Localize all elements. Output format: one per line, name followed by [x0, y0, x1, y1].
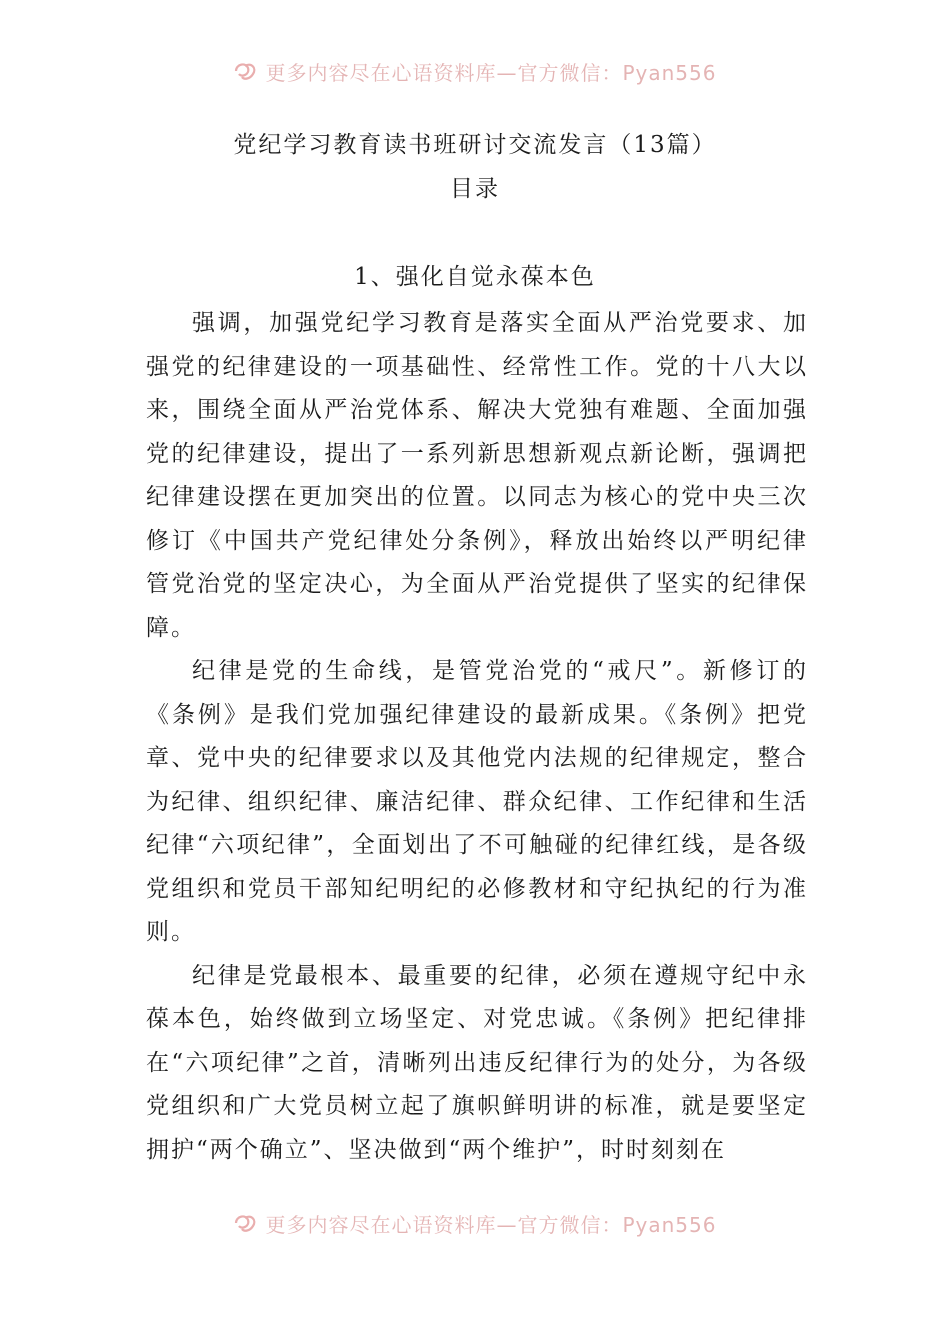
watermark-logo-icon	[233, 60, 259, 82]
section-heading: 1、强化自觉永葆本色	[354, 264, 596, 290]
table-of-contents-heading: 目录	[450, 176, 500, 202]
watermark-bottom	[0, 1208, 950, 1238]
paragraph-1: 强调，加强党纪学习教育是落实全面从严治党要求、加强党的纪律建设的一项基础性、经常性工作。党的十八大以来，围绕全面从严治党体系、解决大党独有难题、全面加强党的纪律建设，提出了一系列新思想新观点新论断，强调把纪律建设摆在更加突出的位置。以同志为核心的党中央三次修订《中国共产党纪律处分条例》，释放出始终以严明纪律管党治党的坚定决心，为全面从严治党提供了坚实的纪律保障。	[146, 310, 808, 641]
document-title: 党纪学习教育读书班研讨交流发言（13篇）	[233, 132, 717, 158]
paragraph-3: 纪律是党最根本、最重要的纪律，必须在遵规守纪中永葆本色，始终做到立场坚定、对党忠诚。《条例》把纪律排在“六项纪律”之首，清晰列出违反纪律行为的处分，为各级党组织和广大党员树立起了旗帜鲜明讲的标准，就是要坚定拥护“两个确立”、坚决做到“两个维护”，时时刻刻在	[146, 962, 808, 1163]
watermark-text: 更多内容尽在心语资料库—官方微信：Pyan556	[265, 60, 717, 85]
watermark-text: 更多内容尽在心语资料库—官方微信：Pyan556	[265, 1212, 717, 1237]
watermark-logo-icon	[233, 1212, 259, 1234]
paragraph-2: 纪律是党的生命线，是管党治党的“戒尺”。新修订的《条例》是我们党加强纪律建设的最新成果。《条例》把党章、党中央的纪律要求以及其他党内法规的纪律规定，整合为纪律、组织纪律、廉洁纪律、群众纪律、工作纪律和生活纪律“六项纪律”，全面划出了不可触碰的纪律红线，是各级党组织和党员干部知纪明纪的必修教材和守纪执纪的行为准则。	[146, 658, 808, 945]
watermark-top	[0, 56, 950, 86]
body-text	[146, 302, 808, 1172]
